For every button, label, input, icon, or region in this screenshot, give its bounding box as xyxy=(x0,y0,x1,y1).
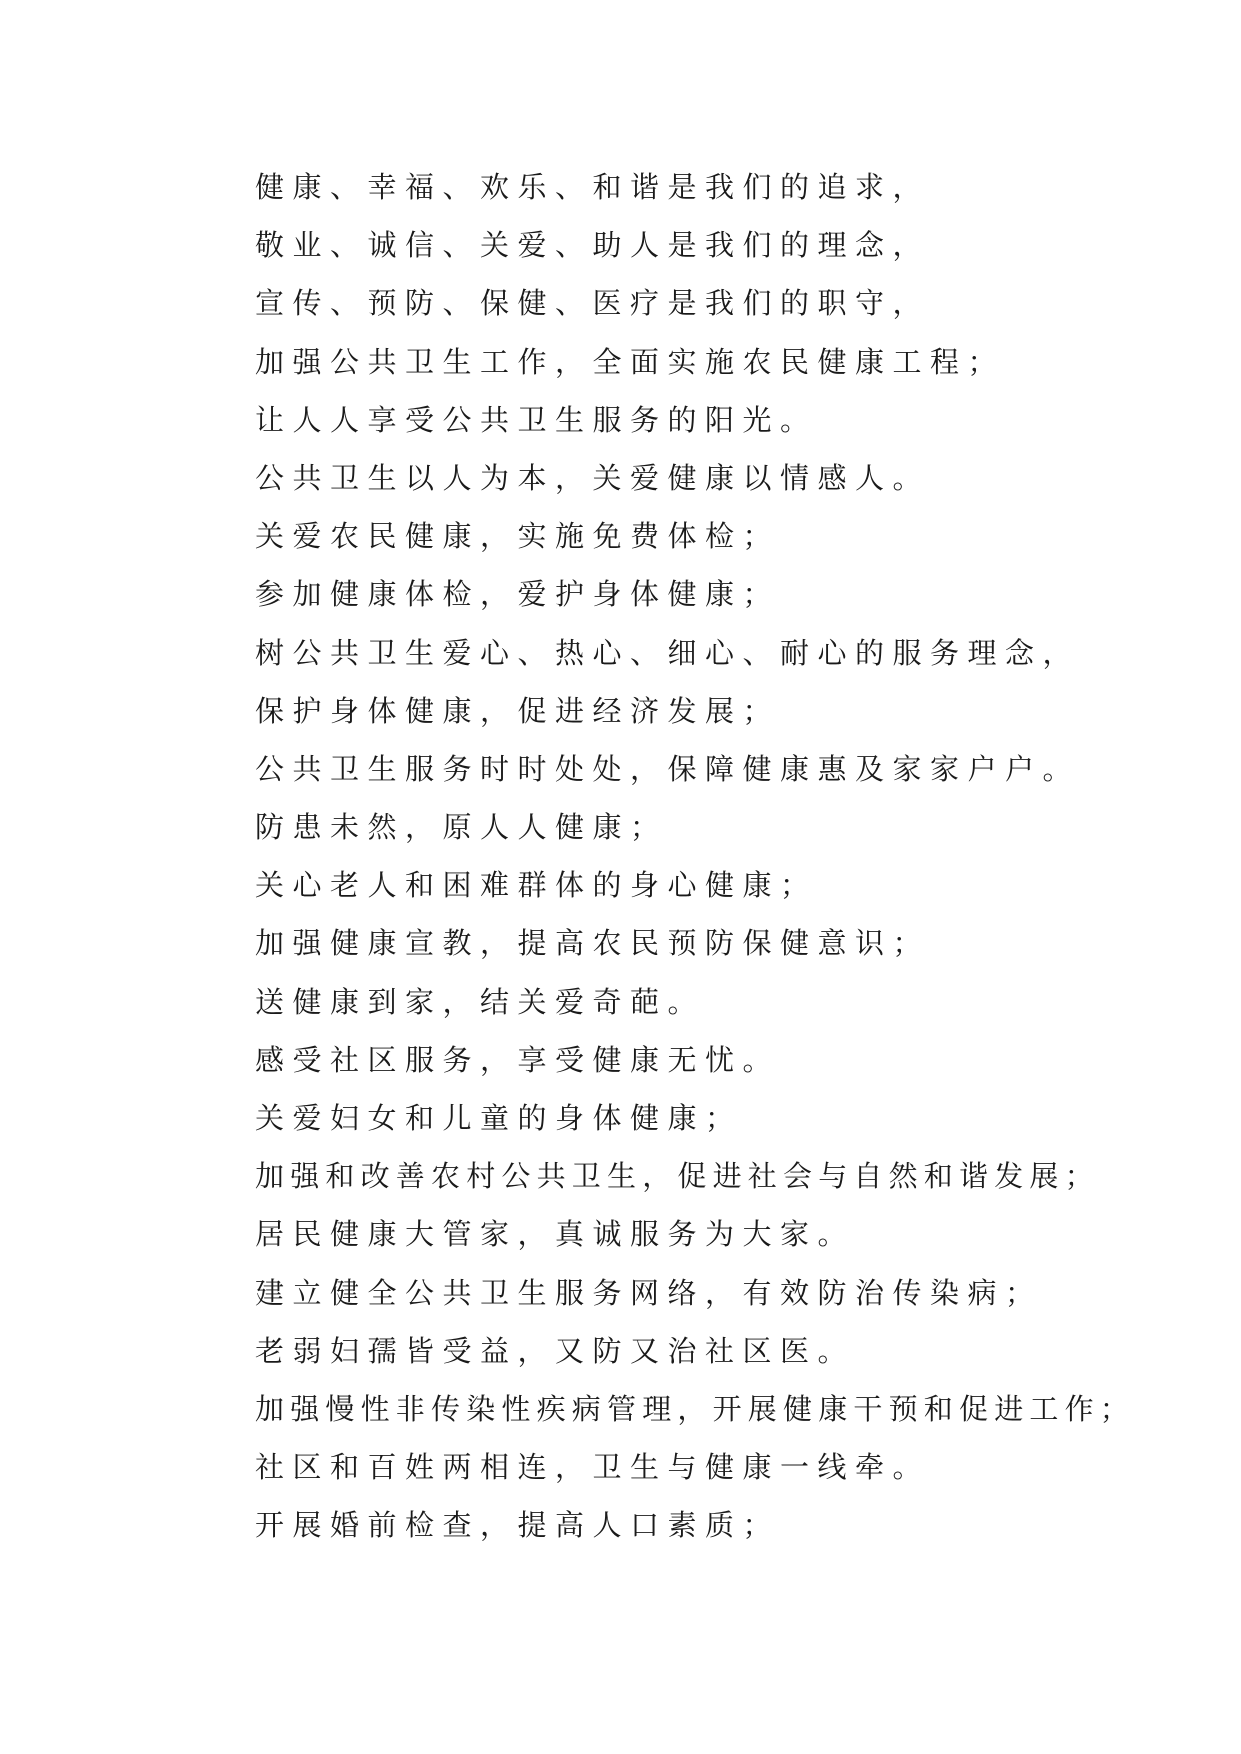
text-line: 防患未然，原人人健康； xyxy=(255,810,668,845)
text-line: 加强和改善农村公共卫生，促进社会与自然和谐发展； xyxy=(255,1159,1100,1194)
text-line: 感受社区服务，享受健康无忧。 xyxy=(255,1042,781,1077)
text-line: 关爱农民健康，实施免费体检； xyxy=(255,519,781,554)
text-line: 开展婚前检查，提高人口素质； xyxy=(255,1508,781,1543)
text-line: 居民健康大管家，真诚服务为大家。 xyxy=(255,1217,856,1252)
text-line: 健康、幸福、欢乐、和谐是我们的追求， xyxy=(255,170,931,204)
slogan-list xyxy=(255,158,1185,1555)
text-line: 建立健全公共卫生服务网络，有效防治传染病； xyxy=(255,1275,1043,1310)
text-line: 加强慢性非传染性疾病管理，开展健康干预和促进工作； xyxy=(255,1391,1136,1426)
text-line: 加强公共卫生工作，全面实施农民健康工程； xyxy=(255,344,1006,379)
text-line: 敬业、诚信、关爱、助人是我们的理念， xyxy=(255,228,931,263)
text-line: 公共卫生以人为本，关爱健康以情感人。 xyxy=(255,460,931,495)
text-line: 树公共卫生爱心、热心、细心、耐心的服务理念， xyxy=(255,635,1081,670)
text-line: 加强健康宣教，提高农民预防保健意识； xyxy=(255,926,931,961)
text-line: 关心老人和困难群体的身心健康； xyxy=(255,868,818,903)
text-line: 宣传、预防、保健、医疗是我们的职守， xyxy=(255,286,931,321)
text-line: 送健康到家，结关爱奇葩。 xyxy=(255,984,706,1019)
text-line: 公共卫生服务时时处处，保障健康惠及家家户户。 xyxy=(255,751,1081,786)
text-line: 关爱妇女和儿童的身体健康； xyxy=(255,1101,743,1135)
text-line: 让人人享受公共卫生服务的阳光。 xyxy=(255,402,818,437)
text-line: 老弱妇孺皆受益，又防又治社区医。 xyxy=(255,1333,856,1368)
text-line: 保护身体健康，促进经济发展； xyxy=(255,693,781,728)
text-line: 参加健康体检，爱护身体健康； xyxy=(255,577,781,612)
text-line: 社区和百姓两相连，卫生与健康一线牵。 xyxy=(255,1450,931,1485)
